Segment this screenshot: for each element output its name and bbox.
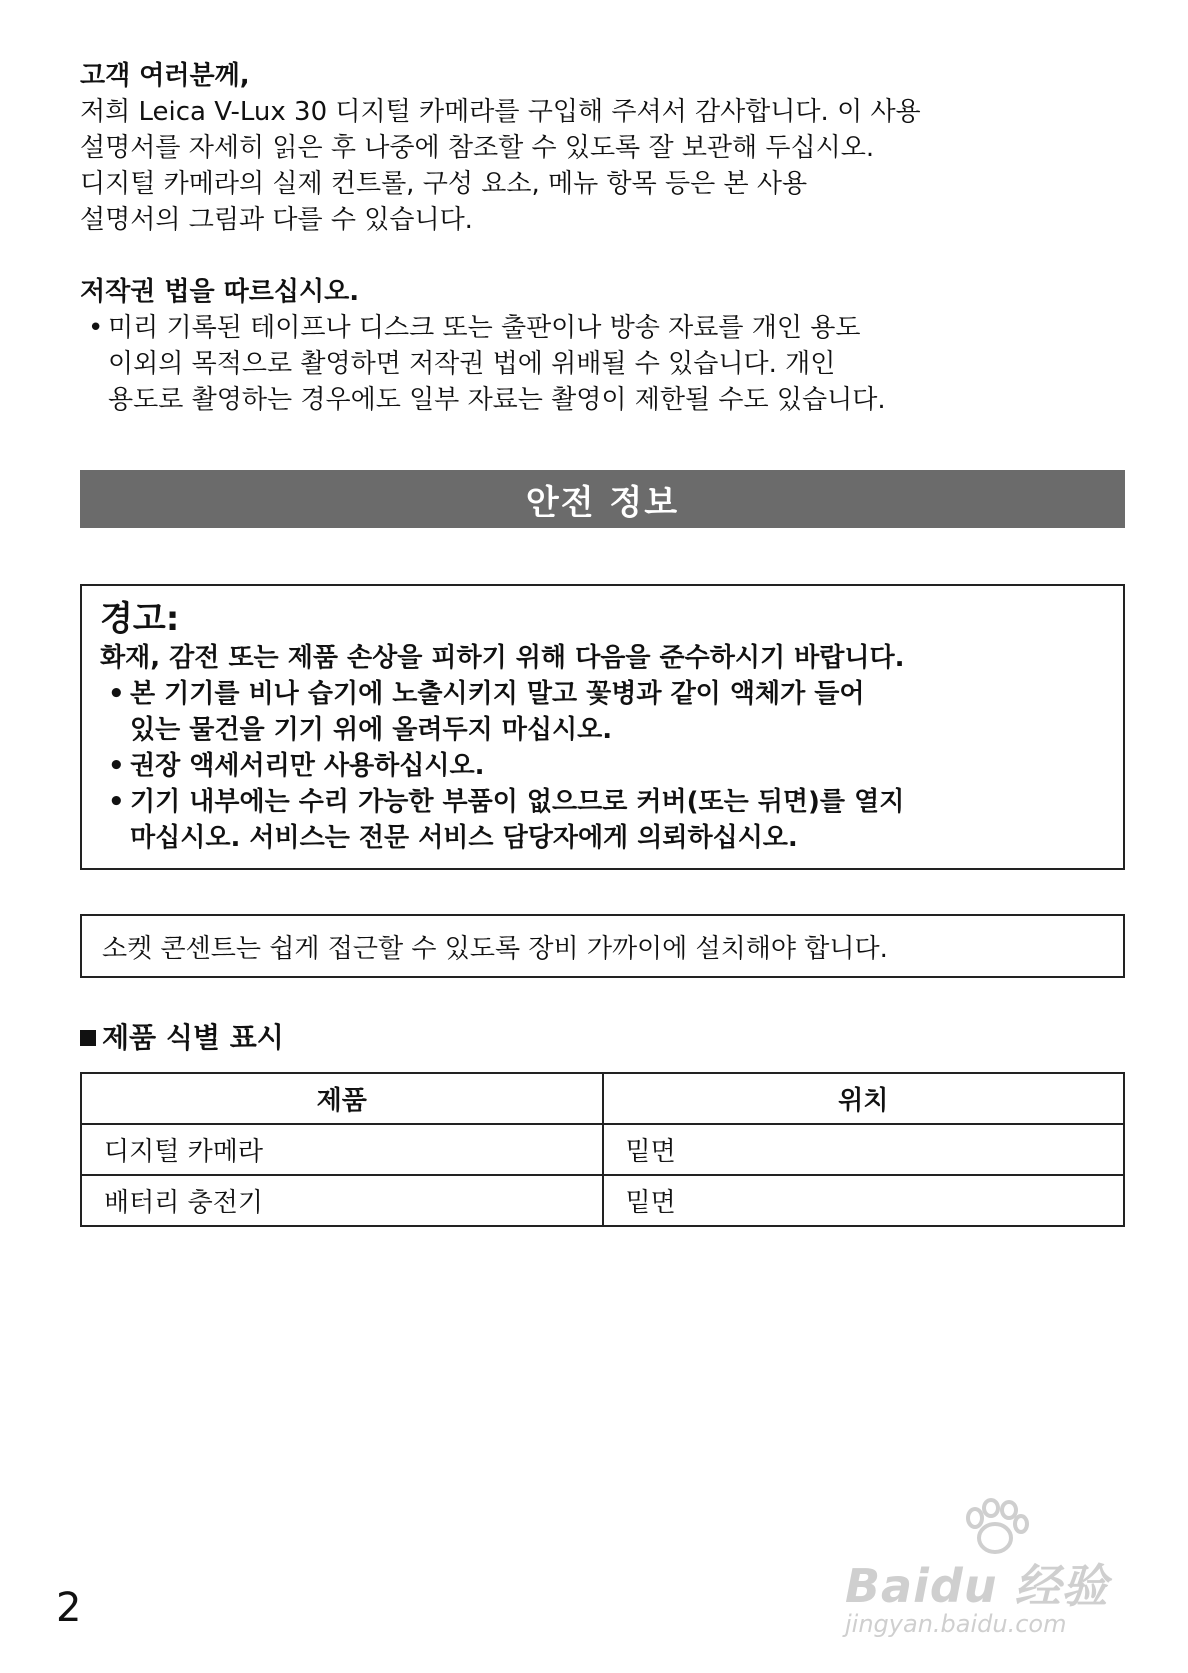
watermark-brand: Baidu 经验: [845, 1559, 1109, 1613]
intro-heading: 고객 여러분께,: [80, 61, 250, 91]
identification-table: [80, 1072, 1125, 1227]
bullet-line: 있는 물건을 기기 위에 올려두지 마십시오.: [130, 715, 613, 745]
bullet-line: 용도로 촬영하는 경우에도 일부 자료는 촬영이 제한될 수도 있습니다.: [108, 385, 886, 415]
page-number: 2: [56, 1585, 82, 1631]
warning-box: [80, 584, 1125, 870]
bullet-line: 권장 액세서리만 사용하십시오.: [130, 751, 485, 781]
bullet-line: 기기 내부에는 수리 가능한 부품이 없으므로 커버(또는 뒤면)를 열지: [130, 787, 905, 817]
intro-line: 설명서를 자세히 읽은 후 나중에 참조할 수 있도록 잘 보관해 두십시오.: [80, 133, 875, 163]
intro-line: 저희 Leica V-Lux 30 디지털 카메라를 구입해 주셔서 감사합니다. 이 사용: [80, 97, 921, 127]
identification-heading: [80, 1020, 284, 1056]
copyright-bullet: [80, 310, 1125, 418]
identification-heading-text: 제품 식별 표시: [102, 1021, 284, 1054]
column-header-location: 위치: [603, 1073, 1125, 1124]
column-header-product: 제품: [81, 1073, 603, 1124]
warning-bullet: [100, 784, 1107, 856]
black-square-icon: [80, 1030, 96, 1046]
watermark-url: jingyan.baidu.com: [845, 1610, 1067, 1638]
copyright-bullets: [80, 310, 1125, 418]
socket-notice-box: [80, 914, 1125, 978]
paw-icon: [955, 1498, 1035, 1558]
bullet-line: 미리 기록된 테이프나 디스크 또는 출판이나 방송 자료를 개인 용도: [108, 313, 861, 343]
warning-bullet: [100, 748, 1107, 784]
table-cell: 밑면: [603, 1124, 1125, 1175]
intro-line: 설명서의 그림과 다를 수 있습니다.: [80, 205, 473, 235]
table-row: [81, 1175, 1124, 1226]
safety-section-title: 안전 정보: [80, 470, 1125, 528]
intro-line: 디지털 카메라의 실제 컨트롤, 구성 요소, 메뉴 항목 등은 본 사용: [80, 169, 808, 199]
bullet-line: 마십시오. 서비스는 전문 서비스 담당자에게 의뢰하십시오.: [130, 823, 798, 853]
intro-section: [80, 58, 1125, 418]
table-row: [81, 1124, 1124, 1175]
table-header-row: [81, 1073, 1124, 1124]
warning-title: 경고:: [100, 599, 180, 639]
socket-notice-text: 소켓 콘센트는 쉽게 접근할 수 있도록 장비 가까이에 설치해야 합니다.: [102, 933, 888, 964]
warning-bullets: [100, 676, 1107, 856]
table-cell: 디지털 카메라: [81, 1124, 603, 1175]
bullet-line: 이외의 목적으로 촬영하면 저작권 법에 위배될 수 있습니다. 개인: [108, 349, 836, 379]
watermark: [845, 1498, 1125, 1638]
warning-intro: 화재, 감전 또는 제품 손상을 피하기 위해 다음을 준수하시기 바랍니다.: [100, 643, 905, 673]
table-cell: 밑면: [603, 1175, 1125, 1226]
table-cell: 배터리 충전기: [81, 1175, 603, 1226]
bullet-line: 본 기기를 비나 습기에 노출시키지 말고 꽃병과 같이 액체가 들어: [130, 679, 865, 709]
warning-bullet: [100, 676, 1107, 748]
copyright-heading: 저작권 법을 따르십시오.: [80, 277, 360, 307]
